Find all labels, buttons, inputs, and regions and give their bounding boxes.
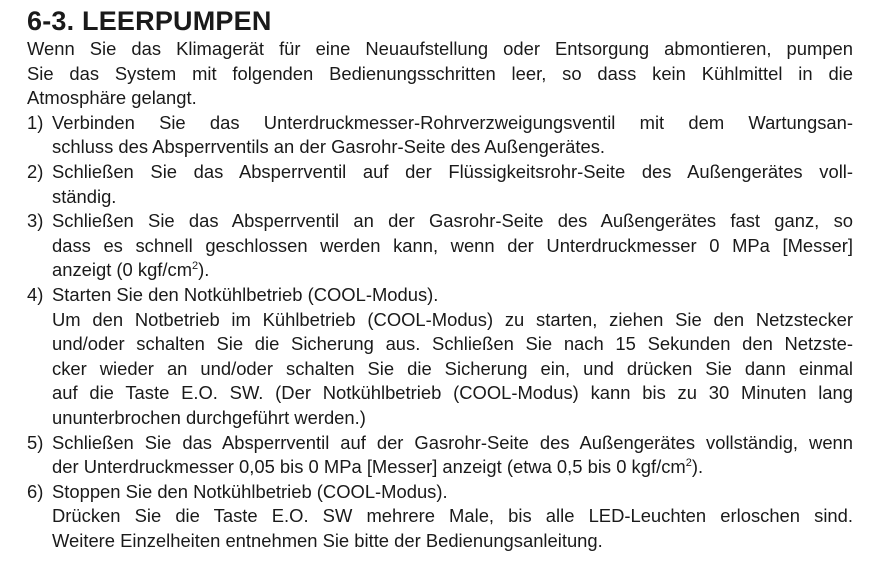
superscript: 2 bbox=[685, 457, 692, 470]
step-number: 2) bbox=[27, 160, 44, 182]
step-line bbox=[52, 455, 853, 480]
step-line: Schließen Sie das Absperrventil auf der Flüssigkeitsrohr-Seite des Außengerätes voll- bbox=[52, 160, 853, 182]
superscript: 2 bbox=[192, 260, 199, 273]
step-line-text: ). bbox=[691, 456, 704, 478]
intro-line: Atmosphäre gelangt. bbox=[27, 87, 197, 109]
step-5 bbox=[27, 431, 853, 480]
step-line: und/oder schalten Sie die Sicherung aus. Schließen Sie nach 15 Sekunden den Netzste- bbox=[52, 333, 853, 355]
step-line-text: anzeigt (0 kgf/cm bbox=[52, 259, 193, 281]
step-number: 6) bbox=[27, 480, 44, 502]
intro-line: Sie das System mit folgenden Bedienungsschritten leer, so dass kein Kühlmittel in die bbox=[27, 62, 853, 84]
intro-paragraph bbox=[27, 37, 853, 111]
step-line bbox=[52, 258, 853, 283]
step-line: Starten Sie den Notkühlbetrieb (COOL-Modus). bbox=[52, 283, 439, 305]
step-line: Stoppen Sie den Notkühlbetrieb (COOL-Modus). bbox=[52, 480, 448, 502]
step-line: cker wieder an und/oder schalten Sie die Sicherung ein, und drücken Sie dann einmal bbox=[52, 357, 853, 379]
step-line: auf die Taste E.O. SW. (Der Notkühlbetrieb (COOL-Modus) kann bis zu 30 Minuten lang bbox=[52, 382, 853, 404]
step-2 bbox=[27, 160, 853, 209]
step-line-text: ). bbox=[198, 259, 210, 281]
step-number: 3) bbox=[27, 210, 44, 232]
step-line: Schließen Sie das Absperrventil an der Gasrohr-Seite des Außengerätes fast ganz, so bbox=[52, 210, 853, 232]
section-title: 6-3. LEERPUMPEN bbox=[27, 6, 272, 36]
step-text bbox=[52, 160, 853, 209]
step-line: schluss des Absperrventils an der Gasrohr-Seite des Außengerätes. bbox=[52, 136, 606, 158]
step-text bbox=[52, 283, 853, 431]
step-line-text: der Unterdruckmesser 0,05 bis 0 MPa [Messer] anzeigt (etwa 0,5 bis 0 kgf/cm bbox=[52, 456, 686, 478]
step-4 bbox=[27, 283, 853, 431]
step-text bbox=[52, 111, 853, 160]
step-number: 1) bbox=[27, 111, 44, 133]
step-text bbox=[52, 209, 853, 283]
step-3 bbox=[27, 209, 853, 283]
step-text bbox=[52, 480, 853, 554]
step-number: 5) bbox=[27, 431, 44, 453]
step-line: dass es schnell geschlossen werden kann, wenn der Unterdruckmesser 0 MPa [Messer] bbox=[52, 234, 853, 256]
step-line: Schließen Sie das Absperrventil auf der Gasrohr-Seite des Außengerätes vollständig, wenn bbox=[52, 431, 853, 453]
step-6 bbox=[27, 480, 853, 554]
document-page bbox=[27, 6, 853, 553]
step-line: ununterbrochen durchgeführt werden.) bbox=[52, 406, 366, 428]
step-text bbox=[52, 431, 853, 480]
step-line: Drücken Sie die Taste E.O. SW mehrere Male, bis alle LED-Leuchten erloschen sind. bbox=[52, 505, 853, 527]
steps-list bbox=[27, 111, 853, 554]
step-line: Weitere Einzelheiten entnehmen Sie bitte der Bedienungsanleitung. bbox=[52, 529, 603, 551]
step-1 bbox=[27, 111, 853, 160]
intro-line: Wenn Sie das Klimagerät für eine Neuaufstellung oder Entsorgung abmontieren, pumpen bbox=[27, 38, 853, 59]
step-line: Um den Notbetrieb im Kühlbetrieb (COOL-Modus) zu starten, ziehen Sie den Netzstecker bbox=[52, 308, 853, 330]
step-line: ständig. bbox=[52, 185, 117, 207]
step-line: Verbinden Sie das Unterdruckmesser-Rohrverzweigungsventil mit dem Wartungsan- bbox=[52, 111, 853, 133]
step-number: 4) bbox=[27, 283, 44, 305]
